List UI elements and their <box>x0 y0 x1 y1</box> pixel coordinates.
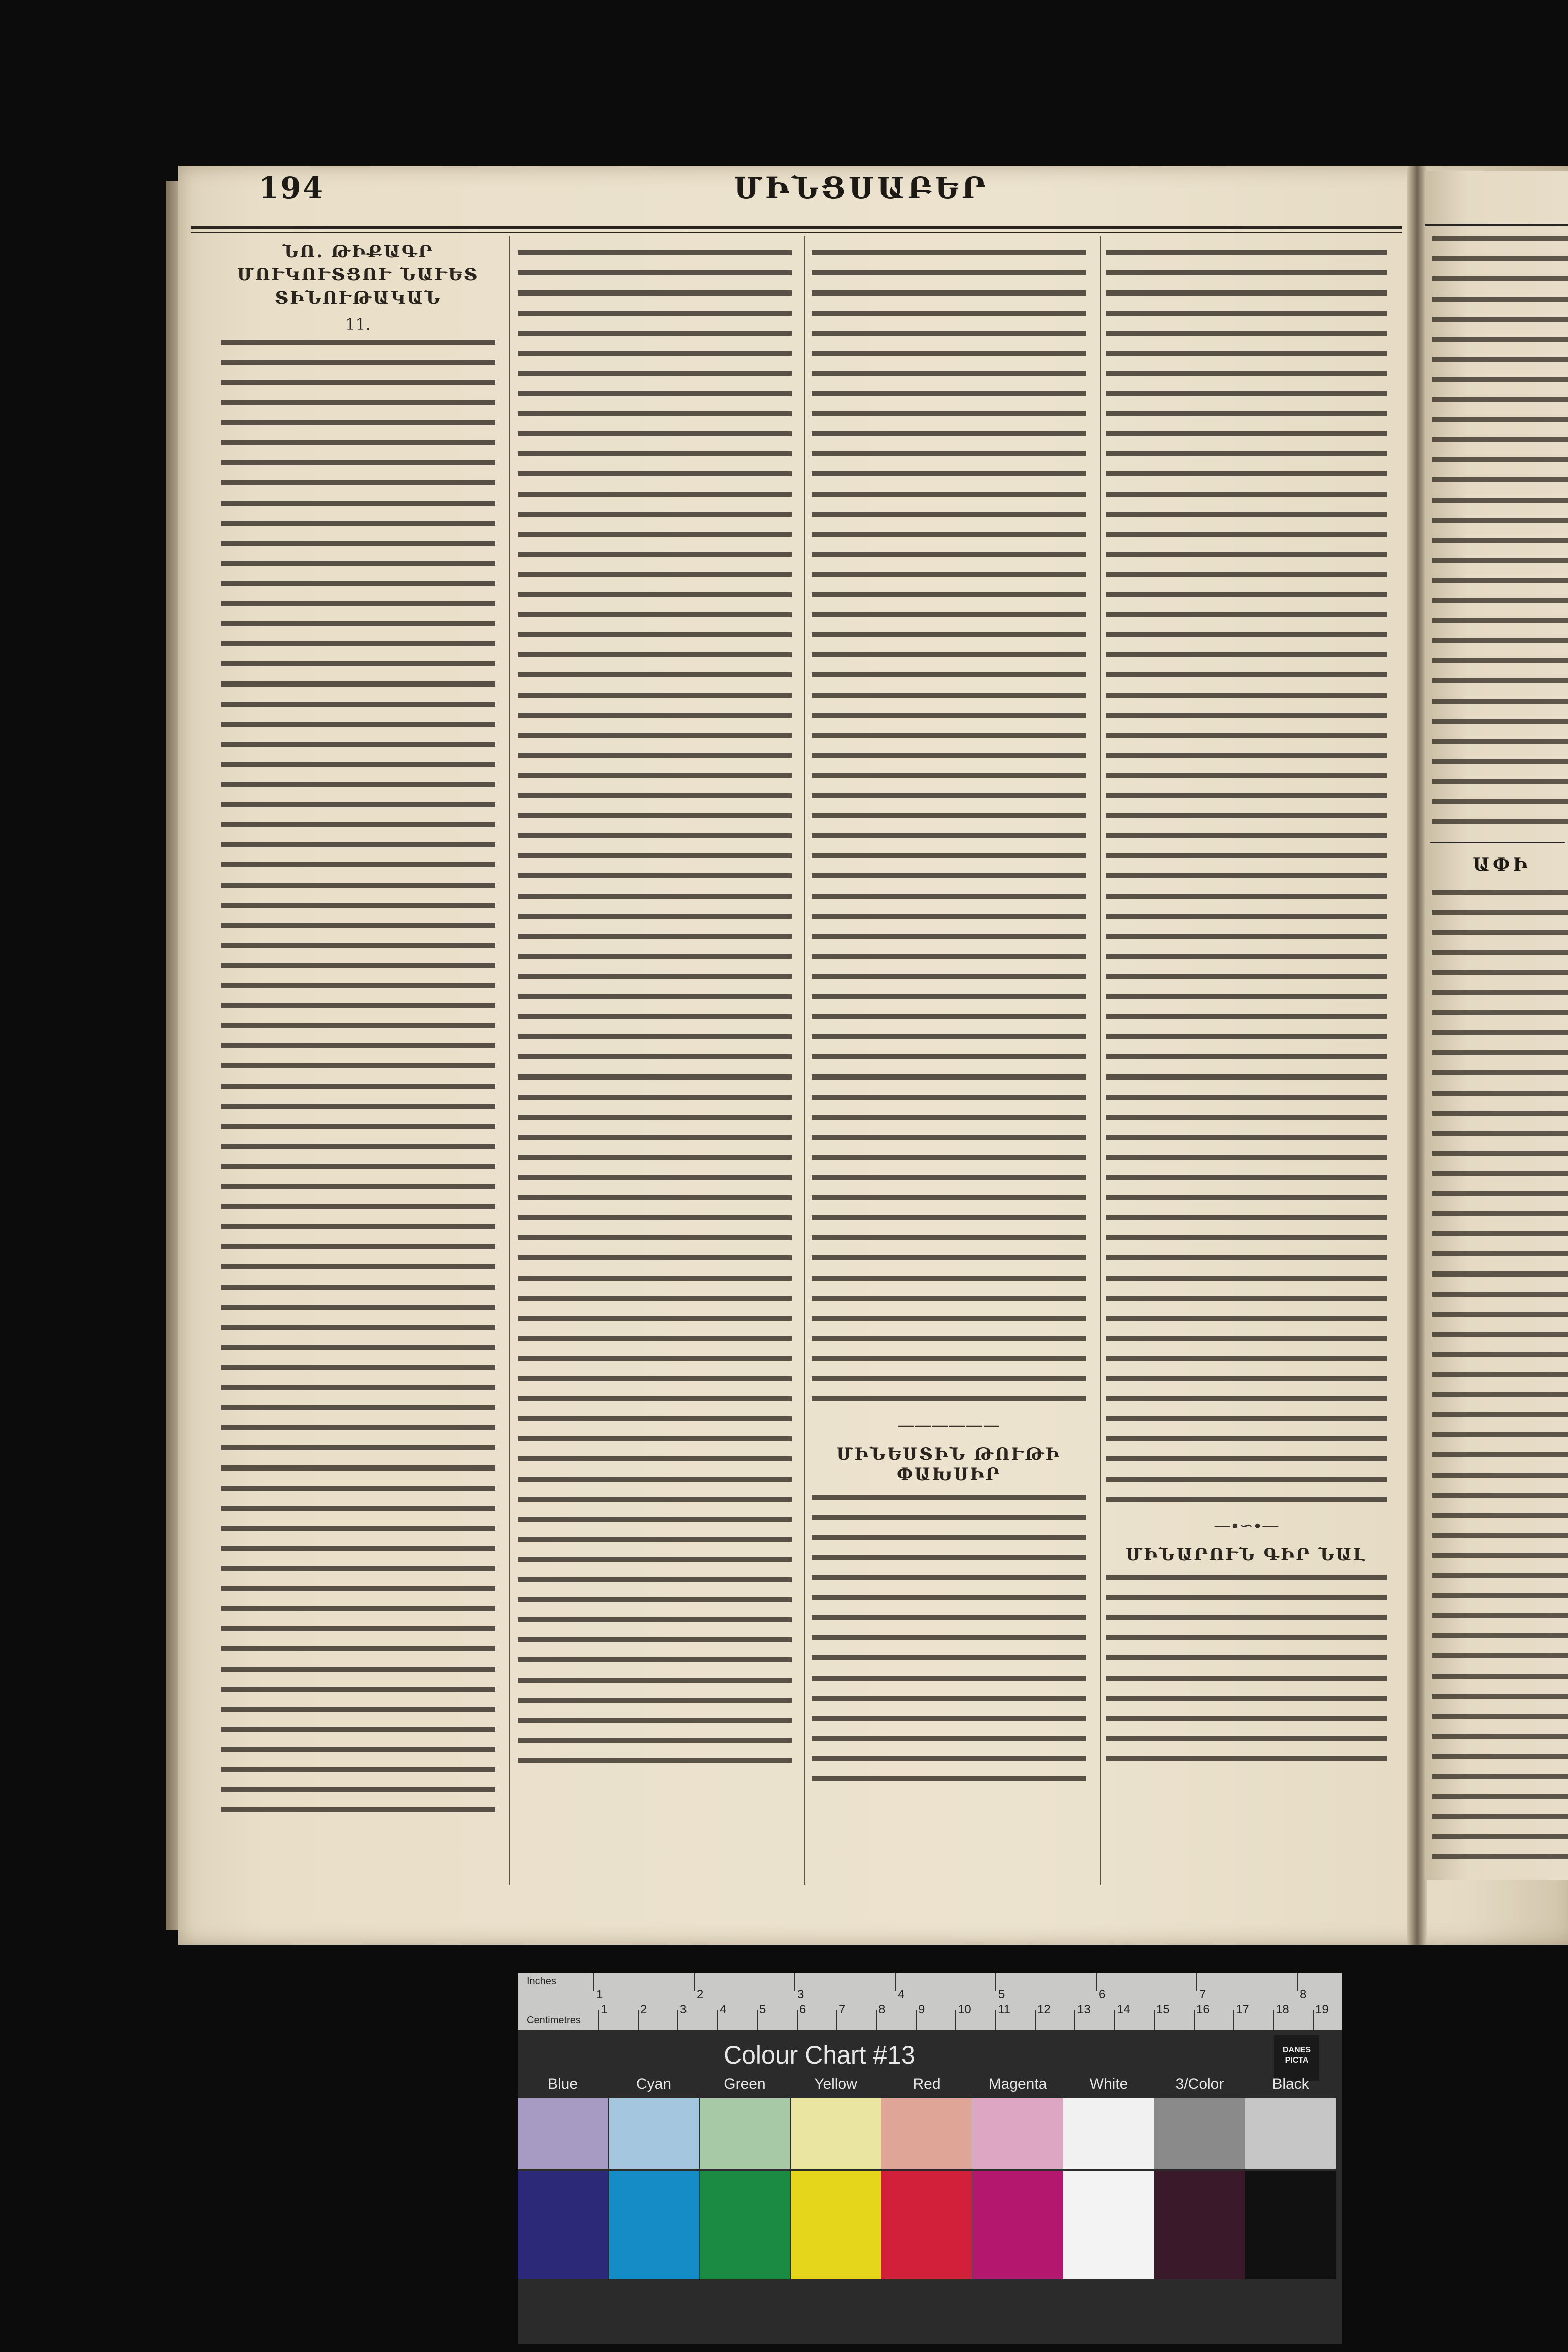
inch-tick <box>1096 1973 1097 1991</box>
cm-number: 1 <box>601 2003 608 2016</box>
cm-tick <box>717 2010 718 2030</box>
cm-number: 10 <box>958 2003 971 2016</box>
cm-tick <box>757 2010 758 2030</box>
inch-number: 3 <box>797 1988 804 2001</box>
swatch-dark <box>609 2171 699 2279</box>
cm-tick <box>836 2010 837 2030</box>
page-number: 194 <box>259 171 325 205</box>
cm-tick <box>916 2010 917 2030</box>
facing-page-text <box>1432 236 1568 834</box>
cm-tick <box>1194 2010 1195 2030</box>
inch-number: 6 <box>1099 1988 1106 2001</box>
cm-tick <box>638 2010 639 2030</box>
book-gutter <box>1407 166 1427 1945</box>
logo: DANES PICTA <box>1274 2035 1319 2081</box>
cm-number: 5 <box>759 2003 766 2016</box>
swatch-label: Cyan <box>636 2076 672 2092</box>
text-block <box>812 1495 1086 1796</box>
cm-tick <box>1114 2010 1115 2030</box>
inch-tick <box>593 1973 594 1991</box>
cm-number: 13 <box>1077 2003 1091 2016</box>
text-block <box>1106 1575 1387 1776</box>
cm-tick <box>1313 2010 1314 2030</box>
cm-number: 6 <box>799 2003 806 2016</box>
running-head: ՄԻՆՑՍԱԲԵՐ <box>734 171 989 205</box>
cm-tick <box>677 2010 678 2030</box>
inch-number: 5 <box>998 1988 1005 2001</box>
cm-tick <box>1273 2010 1274 2030</box>
swatch-dark <box>1063 2171 1154 2279</box>
swatch-light <box>700 2098 790 2169</box>
article-number: 11. <box>345 315 371 334</box>
swatch-dark <box>1154 2171 1245 2279</box>
section-title: ՄԻՆԵՍՏԻՆ ԹՈՒԹԻ ՓԱԽՍԻՐ <box>836 1444 1061 1485</box>
cm-number: 11 <box>998 2003 1010 2016</box>
colour-chart <box>518 1973 1342 2344</box>
inch-tick <box>995 1973 996 1991</box>
cm-number: 4 <box>720 2003 727 2016</box>
swatch-dark <box>1245 2171 1336 2279</box>
swatch-dark <box>972 2171 1063 2279</box>
swatch-label: White <box>1089 2076 1128 2092</box>
swatch-light <box>972 2098 1063 2169</box>
swatch-label: Green <box>724 2076 766 2092</box>
swatch-dark <box>791 2171 881 2279</box>
cm-number: 7 <box>839 2003 846 2016</box>
swatch-label: Blue <box>547 2076 578 2092</box>
swatch-label: Red <box>913 2076 941 2092</box>
header-rule-thin <box>191 232 1402 233</box>
swatch-light <box>518 2098 608 2169</box>
swatch-label: 3/Color <box>1175 2076 1224 2092</box>
text-block <box>1106 250 1387 1507</box>
cm-tick <box>1233 2010 1234 2030</box>
inch-number: 2 <box>697 1988 704 2001</box>
cm-number: 8 <box>878 2003 886 2016</box>
column-2 <box>518 236 792 1885</box>
facing-page-heading: ԱՓԻ <box>1473 854 1531 875</box>
cm-number: 16 <box>1196 2003 1210 2016</box>
cm-tick <box>876 2010 877 2030</box>
cm-tick <box>1154 2010 1155 2030</box>
inch-tick <box>694 1973 695 1991</box>
cm-tick <box>797 2010 798 2030</box>
ruler-inches-label: Inches <box>527 1976 556 1987</box>
cm-number: 15 <box>1156 2003 1170 2016</box>
swatch-dark <box>700 2171 790 2279</box>
ornament-divider: —∙∽∙— <box>1214 1516 1279 1536</box>
inch-number: 4 <box>898 1988 905 2001</box>
inch-number: 7 <box>1199 1988 1206 2001</box>
swatch-light <box>881 2098 972 2169</box>
swatch-light <box>791 2098 881 2169</box>
column-rule <box>509 236 510 1885</box>
cm-tick <box>1074 2010 1075 2030</box>
text-block <box>221 340 495 1822</box>
inch-tick <box>1297 1973 1298 1991</box>
column-rule <box>1100 236 1101 1885</box>
inch-tick <box>794 1973 795 1991</box>
ornament-divider: —————— <box>897 1415 1000 1435</box>
column-1 <box>221 236 495 1885</box>
facing-page-rule <box>1425 224 1568 226</box>
article-heading: ՆՈ. ԹԻՔԱԳՐ ՄՈՒԿՈՒՏՑՈՒ ՆԱՒԵՏ ՏԻՆՈՒԹԱԿԱՆ <box>237 242 479 308</box>
cm-number: 12 <box>1037 2003 1051 2016</box>
header-rule <box>191 226 1402 229</box>
swatch-light <box>1063 2098 1154 2169</box>
text-block <box>812 250 1086 1406</box>
cm-tick <box>1035 2010 1036 2030</box>
inch-number: 8 <box>1300 1988 1307 2001</box>
cm-number: 19 <box>1315 2003 1329 2016</box>
cm-tick <box>995 2010 996 2030</box>
swatch-light <box>1245 2098 1336 2169</box>
swatch-light <box>609 2098 699 2169</box>
swatch-dark <box>881 2171 972 2279</box>
ruler <box>518 1973 1342 2030</box>
cm-number: 3 <box>680 2003 687 2016</box>
inch-tick <box>895 1973 896 1991</box>
cm-number: 14 <box>1117 2003 1130 2016</box>
colour-chart-title: Colour Chart #13 <box>724 2041 915 2069</box>
facing-page-divider <box>1430 842 1565 843</box>
cm-number: 18 <box>1276 2003 1289 2016</box>
cm-number: 2 <box>640 2003 647 2016</box>
swatch-dark <box>518 2171 608 2279</box>
swatch-label: Magenta <box>988 2076 1047 2092</box>
swatch-label: Yellow <box>814 2076 857 2092</box>
cm-number: 17 <box>1236 2003 1249 2016</box>
swatch-light <box>1154 2098 1245 2169</box>
inch-tick <box>1196 1973 1197 1991</box>
swatch-label: Black <box>1272 2076 1309 2092</box>
inch-number: 1 <box>596 1988 603 2001</box>
ruler-cm-label: Centimetres <box>527 2015 581 2026</box>
cm-number: 9 <box>918 2003 925 2016</box>
column-3 <box>812 236 1086 1885</box>
facing-page-text <box>1432 890 1568 1875</box>
cm-tick <box>598 2010 599 2030</box>
column-4 <box>1106 236 1387 1885</box>
cm-tick <box>955 2010 956 2030</box>
text-block <box>518 250 792 1778</box>
section-title: ՄԻՆԱՐՈՒՆ ԳԻՐ ՆԱԼ <box>1125 1545 1367 1565</box>
column-rule <box>804 236 805 1885</box>
